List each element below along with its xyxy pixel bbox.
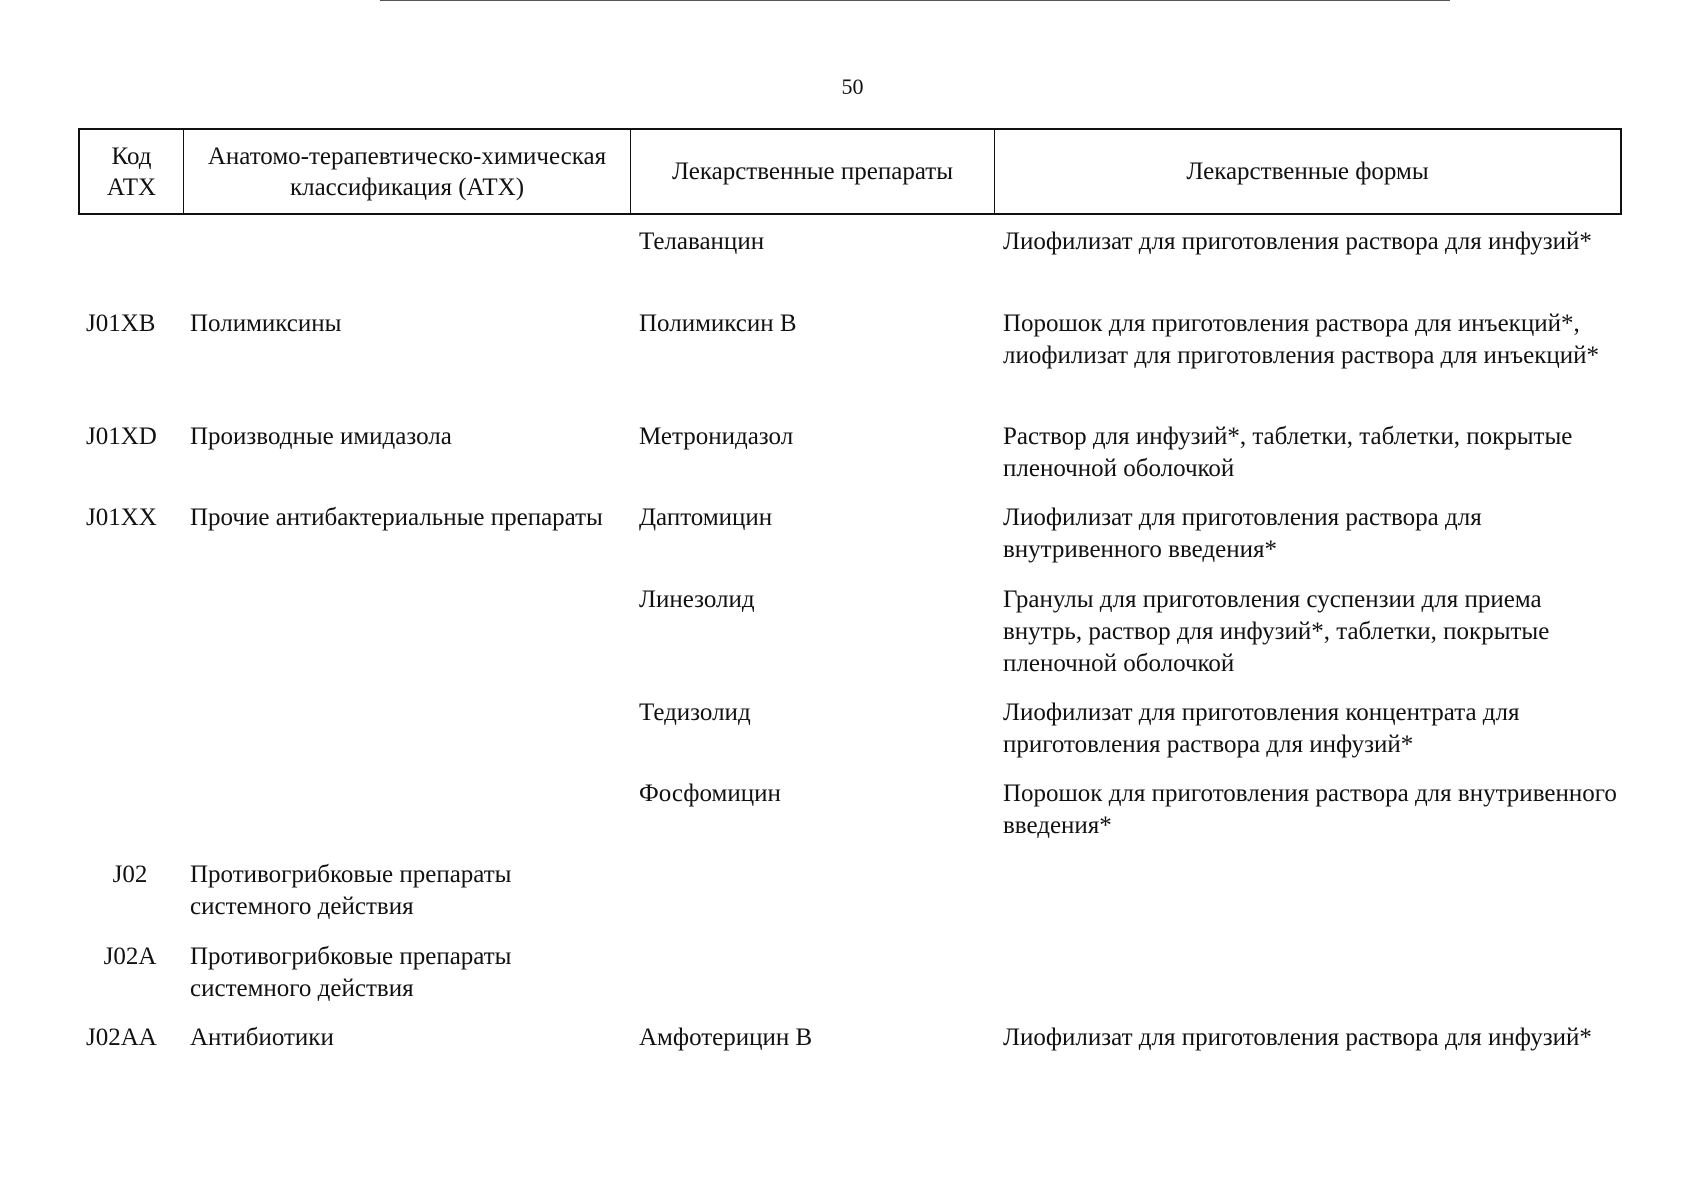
cell-form: Порошок для приготовления раствора для инъекций*, лиофилизат для приготовления раствора для инъекций* — [1003, 310, 1600, 369]
table-row — [78, 308, 1622, 421]
cell-classification — [182, 226, 629, 308]
cell-code: J02 — [112, 861, 148, 888]
header-code-atx: Код АТХ — [80, 130, 184, 213]
cell-classification — [182, 778, 629, 859]
cell-drug: Телаванцин — [639, 228, 765, 255]
cell-code — [78, 584, 182, 697]
table-row — [78, 941, 1622, 1022]
cell-classification: Противогрибковые препараты системного действия — [190, 943, 512, 1002]
table-body — [78, 226, 1622, 1104]
cell-classification — [182, 697, 629, 778]
cell-drug — [629, 859, 993, 941]
cell-code: J01XB — [86, 310, 156, 337]
top-border-line — [380, 0, 1450, 1]
cell-form: Лиофилизат для приготовления раствора для внутривенного введения* — [1003, 504, 1482, 563]
cell-form — [993, 941, 1618, 1022]
cell-form: Лиофилизат для приготовления раствора для инфузий* — [1003, 228, 1592, 255]
cell-form: Раствор для инфузий*, таблетки, таблетки, покрытые пленочной оболочкой — [1003, 423, 1573, 482]
cell-classification: Прочие антибактериальные препараты — [190, 504, 603, 531]
table-row — [78, 226, 1622, 308]
cell-code — [78, 697, 182, 778]
cell-drug — [629, 941, 993, 1022]
table-row — [78, 697, 1622, 778]
cell-classification: Производные имидазола — [190, 423, 452, 450]
cell-code: J02A — [103, 943, 157, 970]
cell-code — [78, 778, 182, 859]
cell-drug: Тедизолид — [639, 699, 751, 726]
cell-form: Порошок для приготовления раствора для внутривенного введения* — [1003, 780, 1617, 839]
cell-drug: Фосфомицин — [639, 780, 781, 807]
cell-code: J01XX — [86, 504, 157, 531]
cell-drug: Даптомицин — [639, 504, 773, 531]
cell-classification — [182, 584, 629, 697]
page-number: 50 — [841, 74, 864, 99]
table-row — [78, 859, 1622, 941]
cell-form: Лиофилизат для приготовления концентрата для приготовления раствора для инфузий* — [1003, 699, 1520, 758]
cell-drug: Амфотерицин В — [639, 1024, 813, 1051]
cell-form — [993, 859, 1618, 941]
table-row — [78, 1022, 1622, 1104]
table-row — [78, 502, 1622, 584]
table-row — [78, 421, 1622, 502]
cell-classification: Полимиксины — [190, 310, 342, 337]
table-header — [78, 128, 1622, 215]
header-dosage-forms: Лекарственные формы — [1186, 158, 1429, 185]
table-row — [78, 778, 1622, 859]
cell-drug: Линезолид — [639, 586, 755, 613]
cell-code: J02AA — [86, 1024, 157, 1051]
cell-classification: Антибиотики — [190, 1024, 334, 1051]
cell-code: J01XD — [86, 423, 157, 450]
cell-form: Гранулы для приготовления суспензии для приема внутрь, раствор для инфузий*, таблетки, покрытые пленочной оболочкой — [1003, 586, 1550, 677]
cell-classification: Противогрибковые препараты системного действия — [190, 861, 512, 920]
header-drugs: Лекарственные препараты — [631, 130, 995, 213]
cell-form: Лиофилизат для приготовления раствора для инфузий* — [1003, 1024, 1592, 1051]
table-row — [78, 584, 1622, 697]
cell-drug: Полимиксин В — [639, 310, 797, 337]
cell-drug: Метронидазол — [639, 423, 794, 450]
header-atx-classification: Анатомо-терапевтическо-химическая классификация (АТХ) — [184, 130, 631, 213]
cell-code — [78, 226, 182, 308]
